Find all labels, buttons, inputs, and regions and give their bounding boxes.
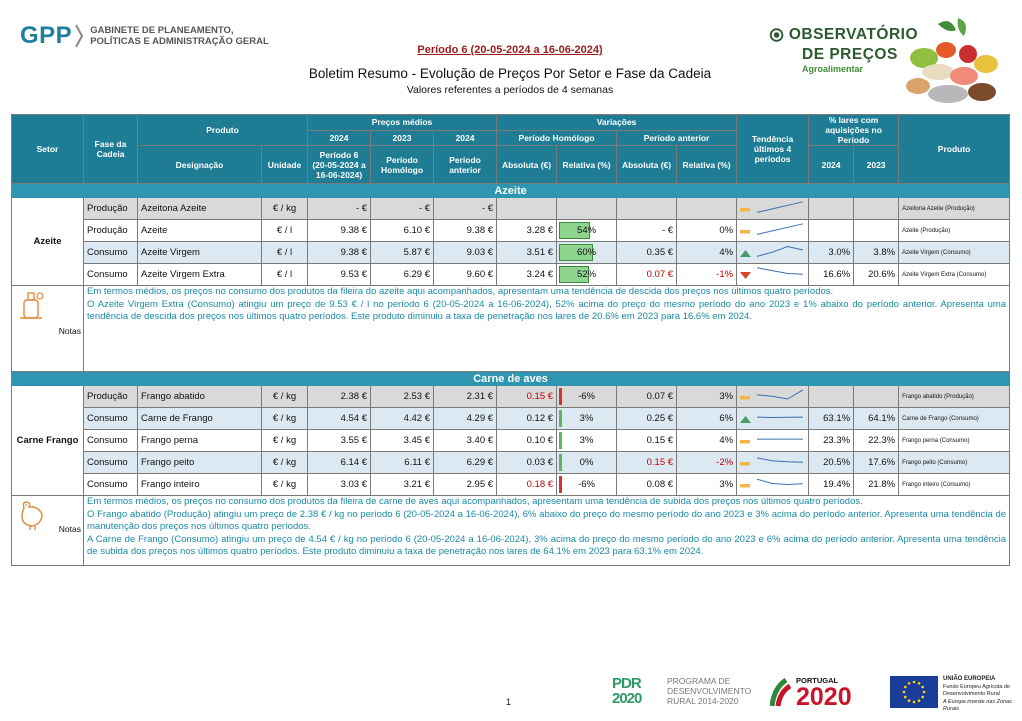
homologous-absolute: 0.03 € — [497, 452, 557, 474]
relative-variation-value: 52% — [577, 269, 597, 280]
sector-label: Azeite — [12, 198, 84, 286]
price-homologous: 5.87 € — [371, 242, 434, 264]
previous-absolute: 0.07 € — [617, 264, 677, 286]
notes-row — [12, 286, 1010, 372]
price-previous: 9.38 € — [434, 220, 497, 242]
homologous-absolute: 0.18 € — [497, 474, 557, 496]
households-2024: 63.1% — [809, 408, 854, 430]
relative-variation-cell — [557, 474, 617, 496]
previous-relative: 0% — [677, 220, 737, 242]
relative-variation-cell — [557, 408, 617, 430]
unit: € / l — [262, 264, 308, 286]
trend-flat-icon — [740, 228, 751, 235]
trend-cell — [737, 430, 809, 452]
households-2024: 3.0% — [809, 242, 854, 264]
unit: € / kg — [262, 408, 308, 430]
trend-cell — [737, 452, 809, 474]
chain-phase: Produção — [84, 220, 138, 242]
trend-cell — [737, 408, 809, 430]
eu-flag-icon — [890, 676, 938, 708]
relative-variation-value: -6% — [578, 479, 595, 490]
price-previous: - € — [434, 198, 497, 220]
sparkline — [755, 431, 805, 449]
table-row — [12, 408, 1010, 430]
gpp-subtitle: GABINETE DE PLANEAMENTO, POLÍTICAS E ADMINISTRAÇÃO GERAL — [90, 25, 269, 47]
previous-absolute: 0.15 € — [617, 452, 677, 474]
trend-cell — [737, 198, 809, 220]
header-lares-2023: 2023 — [854, 146, 899, 184]
price-table-body — [12, 184, 1010, 566]
previous-relative: -2% — [677, 452, 737, 474]
homologous-absolute: 3.24 € — [497, 264, 557, 286]
section-header-row — [12, 184, 1010, 198]
section-title: Azeite — [12, 184, 1010, 198]
previous-relative: -1% — [677, 264, 737, 286]
previous-absolute: - € — [617, 220, 677, 242]
relative-variation-cell — [557, 198, 617, 220]
price-previous: 3.40 € — [434, 430, 497, 452]
sparkline — [755, 265, 805, 283]
section-header-row — [12, 372, 1010, 386]
header-periodo-anterior: Período anterior — [617, 130, 737, 146]
households-2023: 64.1% — [854, 408, 899, 430]
previous-relative: 4% — [677, 430, 737, 452]
trend-flat-icon — [740, 482, 751, 489]
product-reference: Azeite Virgem Extra (Consumo) — [899, 264, 1010, 286]
households-2023: 22.3% — [854, 430, 899, 452]
portugal-2020-logo: PORTUGAL 2020 — [770, 676, 852, 709]
table-row — [12, 264, 1010, 286]
unit: € / kg — [262, 198, 308, 220]
product-designation: Frango perna — [138, 430, 262, 452]
notes-text — [84, 286, 1010, 372]
header-tendencia: Tendência últimos 4 períodos — [737, 115, 809, 184]
previous-relative: 4% — [677, 242, 737, 264]
header-setor: Setor — [12, 115, 84, 184]
pdr-mark: PDR 2020 — [612, 675, 642, 707]
product-designation: Azeitona Azeite — [138, 198, 262, 220]
households-2023: 3.8% — [854, 242, 899, 264]
households-2024: 16.6% — [809, 264, 854, 286]
gpp-logo-text: GPP — [20, 22, 73, 49]
product-designation: Carne de Frango — [138, 408, 262, 430]
households-2024 — [809, 198, 854, 220]
chain-phase: Consumo — [84, 452, 138, 474]
previous-absolute: 0.35 € — [617, 242, 677, 264]
price-previous: 9.03 € — [434, 242, 497, 264]
product-designation: Frango abatido — [138, 386, 262, 408]
previous-absolute: 0.07 € — [617, 386, 677, 408]
homologous-absolute — [497, 198, 557, 220]
previous-relative: 6% — [677, 408, 737, 430]
header-hom-relativa: Relativa (%) — [557, 146, 617, 184]
sparkline — [755, 475, 805, 493]
relative-variation-cell — [557, 264, 617, 286]
header-homologo-preco: Período Homólogo — [371, 146, 434, 184]
note-paragraph: Em termos médios, os preços no consumo dos produtos da fileira do azeite aqui acompanhados, apresentam uma tendência de descida dos preços nos últimos quatro períodos. — [87, 286, 834, 297]
header-periodo-atual: Período 6 (20-05-2024 a 16-06-2024) — [308, 146, 371, 184]
page-title: Boletim Resumo - Evolução de Preços Por Setor e Fase da Cadeia — [308, 66, 712, 81]
relative-variation-value: 0% — [579, 457, 594, 468]
chain-phase: Produção — [84, 198, 138, 220]
pdr-logo: PDR 2020 PROGRAMA DE DESENVOLVIMENTO RURAL 2014-2020 — [612, 675, 752, 707]
relative-variation-cell — [557, 220, 617, 242]
product-designation: Frango peito — [138, 452, 262, 474]
sparkline — [755, 199, 805, 217]
header-lares: % lares com aquisições no Período — [809, 115, 899, 146]
price-homologous: 6.10 € — [371, 220, 434, 242]
price-current: 3.03 € — [308, 474, 371, 496]
page-subtitle: Valores referentes a períodos de 4 semanas — [406, 84, 614, 96]
price-previous: 6.29 € — [434, 452, 497, 474]
households-2023 — [854, 386, 899, 408]
header-year-2024: 2024 — [308, 130, 371, 146]
trend-cell — [737, 242, 809, 264]
trend-flat-icon — [740, 206, 751, 213]
price-homologous: 4.42 € — [371, 408, 434, 430]
price-current: 6.14 € — [308, 452, 371, 474]
households-2024: 20.5% — [809, 452, 854, 474]
header-produto-ref: Produto — [899, 115, 1010, 184]
price-homologous: 6.11 € — [371, 452, 434, 474]
observatorio-circle-icon — [768, 24, 789, 46]
sparkline — [755, 453, 805, 471]
gpp-logo — [20, 22, 269, 50]
product-designation: Azeite Virgem Extra — [138, 264, 262, 286]
price-previous: 2.31 € — [434, 386, 497, 408]
price-previous: 9.60 € — [434, 264, 497, 286]
chicken-icon — [16, 498, 46, 532]
notes-text — [84, 496, 1010, 566]
header-year-2023: 2023 — [371, 130, 434, 146]
header-variacoes: Variações — [497, 115, 737, 131]
unit: € / l — [262, 242, 308, 264]
sector-label: Carne Frango — [12, 386, 84, 496]
trend-flat-icon — [740, 438, 751, 445]
notes-label-cell — [12, 496, 84, 566]
product-designation: Frango inteiro — [138, 474, 262, 496]
relative-variation-cell — [557, 242, 617, 264]
chain-phase: Consumo — [84, 408, 138, 430]
note-paragraph: O Azeite Virgem Extra (Consumo) atingiu um preço de 9.53 € / l no período 6 (20-05-2024 a 16-06-2024), 52% acima do preço do mesmo período do ano 2023 e 1% abaixo do período anterior. Apresenta uma tendência de descida dos preços nos últimos quatro períodos. Este produto diminuiu a taxa de penetração nos lares de 20.6% em 2023 para 16.6% em 2024. — [87, 298, 1007, 322]
price-current: 2.38 € — [308, 386, 371, 408]
unit: € / kg — [262, 386, 308, 408]
relative-variation-value: -6% — [578, 391, 595, 402]
product-reference: Frango inteiro (Consumo) — [899, 474, 1010, 496]
households-2023: 20.6% — [854, 264, 899, 286]
previous-absolute: 0.25 € — [617, 408, 677, 430]
header-ant-relativa: Relativa (%) — [677, 146, 737, 184]
relative-variation-cell — [557, 386, 617, 408]
note-paragraph: Em termos médios, os preços no consumo dos produtos da fileira de carne de aves aqui acompanhados, apresentam uma tendência de subida dos preços nos últimos quatro períodos. — [87, 496, 863, 507]
portugal-2020-flag-icon — [770, 678, 792, 708]
price-current: 4.54 € — [308, 408, 371, 430]
eu-logo: UNIÃO EUROPEIA Fundo Europeu Agrícola de Desenvolvimento Rural A Europa investe nas Zonas Rurais — [890, 676, 1022, 714]
product-reference: Frango abatido (Produção) — [899, 386, 1010, 408]
observatorio-logo: OBSERVATÓRIO DE PREÇOS Agroalimentar — [768, 24, 918, 74]
price-previous: 4.29 € — [434, 408, 497, 430]
table-row — [12, 430, 1010, 452]
trend-cell — [737, 386, 809, 408]
homologous-absolute: 3.28 € — [497, 220, 557, 242]
note-paragraph: O Frango abatido (Produção) atingiu um preço de 2.38 € / kg no período 6 (20-05-2024 a 16-06-2024), 6% abaixo do preço do mesmo período do ano 2023 e 3% acima do período anterior. Apresenta uma tendência de manutenção dos preços nos últimos quatro períodos. — [87, 508, 1007, 532]
product-designation: Azeite Virgem — [138, 242, 262, 264]
notes-row — [12, 496, 1010, 566]
chain-phase: Consumo — [84, 430, 138, 452]
households-2023: 17.6% — [854, 452, 899, 474]
page-number: 1 — [506, 697, 512, 707]
previous-relative: 3% — [677, 386, 737, 408]
households-2024 — [809, 220, 854, 242]
sparkline — [755, 387, 805, 405]
previous-relative — [677, 198, 737, 220]
report-header — [260, 44, 760, 96]
notes-label: Notas — [58, 326, 81, 336]
header-anterior-preco: Período anterior — [434, 146, 497, 184]
price-previous: 2.95 € — [434, 474, 497, 496]
olive-oil-icon — [16, 288, 46, 322]
homologous-absolute: 0.10 € — [497, 430, 557, 452]
product-reference: Frango perna (Consumo) — [899, 430, 1010, 452]
relative-variation-cell — [557, 430, 617, 452]
period-title: Período 6 (20-05-2024 a 16-06-2024) — [417, 44, 603, 56]
relative-variation-value: 3% — [579, 435, 594, 446]
table-row — [12, 452, 1010, 474]
homologous-absolute: 0.15 € — [497, 386, 557, 408]
homologous-absolute: 0.12 € — [497, 408, 557, 430]
price-current: 9.53 € — [308, 264, 371, 286]
households-2024: 19.4% — [809, 474, 854, 496]
homologous-absolute: 3.51 € — [497, 242, 557, 264]
trend-up-icon — [740, 416, 751, 423]
previous-absolute — [617, 198, 677, 220]
price-current: - € — [308, 198, 371, 220]
chain-phase: Produção — [84, 386, 138, 408]
header-precos-medios: Preços médios — [308, 115, 497, 131]
households-2024: 23.3% — [809, 430, 854, 452]
sparkline — [755, 221, 805, 239]
table-row — [12, 242, 1010, 264]
unit: € / kg — [262, 452, 308, 474]
price-homologous: 3.21 € — [371, 474, 434, 496]
header-hom-absoluta: Absoluta (€) — [497, 146, 557, 184]
product-reference: Azeitona Azeite (Produção) — [899, 198, 1010, 220]
header-fase: Fase da Cadeia — [84, 115, 138, 184]
chain-phase: Consumo — [84, 242, 138, 264]
households-2023 — [854, 198, 899, 220]
table-row — [12, 386, 1010, 408]
trend-down-icon — [740, 272, 751, 279]
price-homologous: 3.45 € — [371, 430, 434, 452]
note-paragraph: A Carne de Frango (Consumo) atingiu um preço de 4.54 € / kg no período 6 (20-05-2024 a 16-06-2024), 3% acima do preço do mesmo período do ano 2023 e 6% acima do período anterior. Apresenta uma tendência de subida dos preços nos últimos quatro períodos. Este produto diminuiu a taxa de penetração nos lares de 64.1% em 2023 para 63.1% em 2024. — [87, 533, 1007, 557]
trend-flat-icon — [740, 394, 751, 401]
product-reference: Azeite (Produção) — [899, 220, 1010, 242]
unit: € / kg — [262, 474, 308, 496]
price-current: 9.38 € — [308, 220, 371, 242]
produce-basket-icon — [898, 14, 1002, 110]
sparkline — [755, 243, 805, 261]
product-reference: Frango peito (Consumo) — [899, 452, 1010, 474]
product-reference: Carne de Frango (Consumo) — [899, 408, 1010, 430]
households-2024 — [809, 386, 854, 408]
header-designacao: Designação — [138, 146, 262, 184]
table-row — [12, 220, 1010, 242]
table-row — [12, 474, 1010, 496]
product-designation: Azeite — [138, 220, 262, 242]
price-current: 3.55 € — [308, 430, 371, 452]
notes-label-cell — [12, 286, 84, 372]
notes-label: Notas — [58, 524, 81, 534]
unit: € / l — [262, 220, 308, 242]
previous-relative: 3% — [677, 474, 737, 496]
previous-absolute: 0.15 € — [617, 430, 677, 452]
trend-flat-icon — [740, 460, 751, 467]
header-unidade: Unidade — [262, 146, 308, 184]
price-homologous: - € — [371, 198, 434, 220]
header-lares-2024: 2024 — [809, 146, 854, 184]
trend-up-icon — [740, 250, 751, 257]
sparkline — [755, 409, 805, 427]
trend-cell — [737, 474, 809, 496]
unit: € / kg — [262, 430, 308, 452]
price-homologous: 6.29 € — [371, 264, 434, 286]
previous-absolute: 0.08 € — [617, 474, 677, 496]
chevron-right-icon — [74, 23, 84, 49]
households-2023: 21.8% — [854, 474, 899, 496]
relative-variation-value: 3% — [579, 413, 594, 424]
price-homologous: 2.53 € — [371, 386, 434, 408]
price-table — [11, 114, 1010, 566]
trend-cell — [737, 264, 809, 286]
chain-phase: Consumo — [84, 264, 138, 286]
relative-variation-cell — [557, 452, 617, 474]
relative-variation-value: 60% — [577, 247, 597, 258]
relative-variation-value: 54% — [577, 225, 597, 236]
header-periodo-homologo: Período Homólogo — [497, 130, 617, 146]
price-current: 9.38 € — [308, 242, 371, 264]
header-ant-absoluta: Absoluta (€) — [617, 146, 677, 184]
households-2023 — [854, 220, 899, 242]
chain-phase: Consumo — [84, 474, 138, 496]
section-title: Carne de aves — [12, 372, 1010, 386]
trend-cell — [737, 220, 809, 242]
product-reference: Azeite Virgem (Consumo) — [899, 242, 1010, 264]
header-year-2024-ant: 2024 — [434, 130, 497, 146]
table-row — [12, 198, 1010, 220]
header-produto: Produto — [138, 115, 308, 146]
